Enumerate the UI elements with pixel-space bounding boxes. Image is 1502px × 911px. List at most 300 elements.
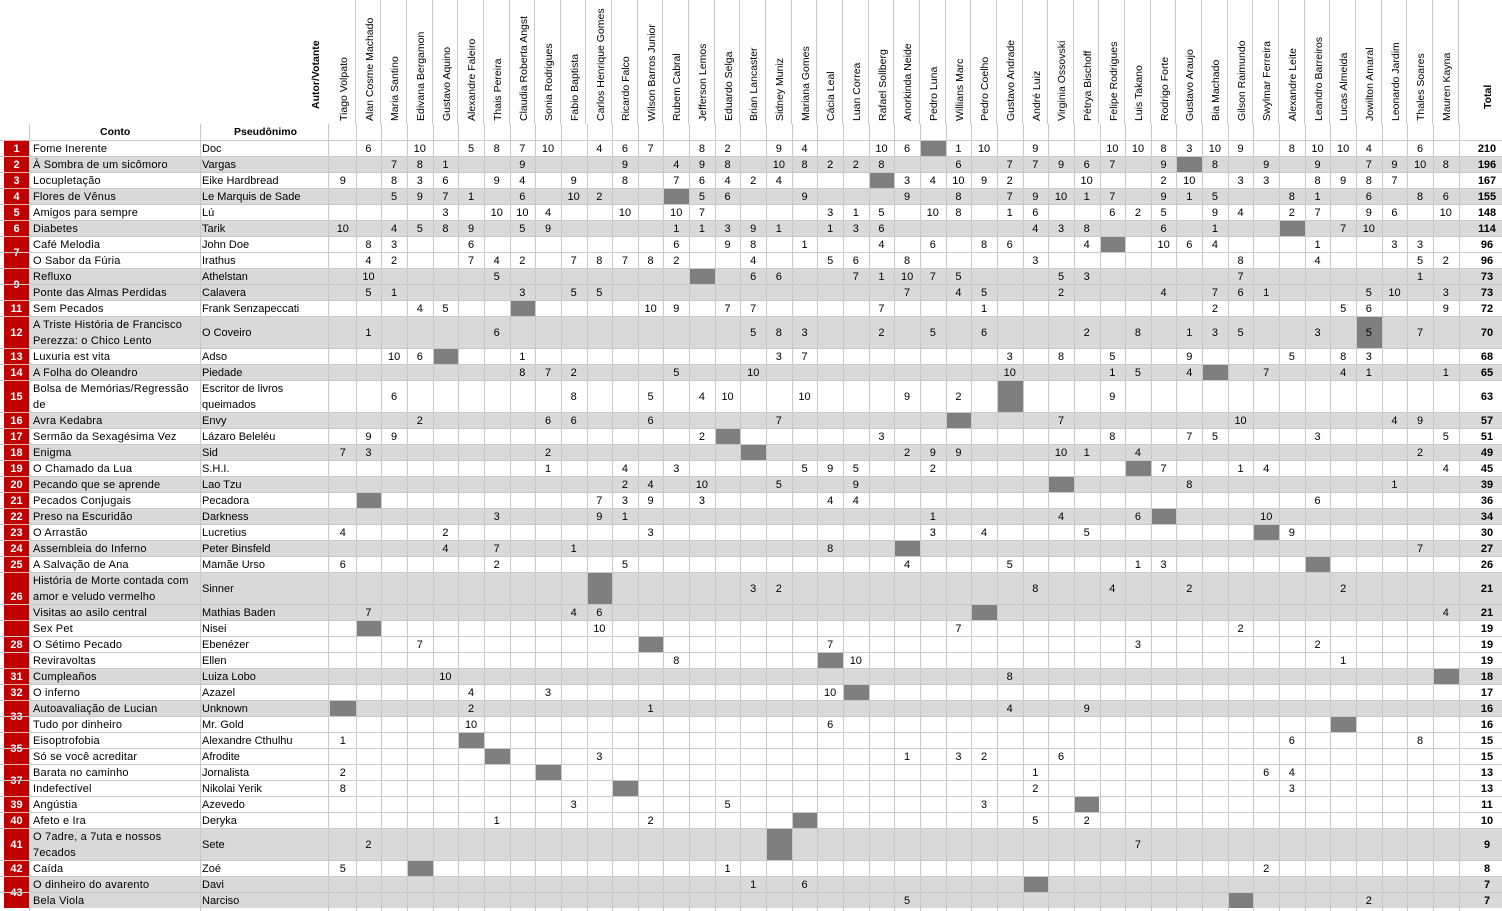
vote-cell — [561, 477, 587, 492]
vote-cell — [535, 525, 561, 540]
vote-cell — [740, 141, 766, 156]
vote-cell — [1228, 493, 1254, 508]
vote-cell — [433, 749, 459, 764]
vote-cell — [484, 189, 510, 204]
vote-cell — [689, 445, 715, 460]
vote-cell — [1125, 669, 1151, 684]
vote-cell — [1100, 445, 1126, 460]
vote-cell — [356, 173, 382, 188]
vote-cell — [817, 765, 843, 780]
vote-cell — [356, 365, 382, 380]
vote-cell — [1382, 253, 1408, 268]
vote-cell: 6 — [596, 606, 603, 619]
conto-cell: Só se você acreditar — [33, 750, 138, 763]
vote-cell — [1253, 605, 1279, 620]
vote-cell — [330, 461, 356, 476]
vote-cell — [689, 797, 715, 812]
vote-cell — [1023, 461, 1049, 476]
vote-cell: 5 — [596, 286, 603, 299]
vote-cell — [484, 877, 510, 892]
vote-cell: 7 — [621, 254, 629, 267]
vote-cell — [971, 861, 997, 876]
vote-cell — [997, 637, 1023, 652]
vote-cell — [894, 797, 920, 812]
vote-cell — [1305, 893, 1331, 908]
vote-cell — [381, 749, 407, 764]
vote-cell — [561, 461, 587, 476]
vote-cell — [740, 781, 766, 796]
vote-cell — [612, 621, 638, 636]
vote-cell — [484, 733, 510, 748]
vote-cell — [458, 605, 484, 620]
vote-cell — [612, 653, 638, 668]
vote-cell — [920, 861, 946, 876]
table-row — [0, 412, 1502, 428]
total-cell: 19 — [1480, 622, 1494, 635]
vote-cell — [817, 301, 843, 316]
vote-cell — [356, 893, 382, 908]
vote-cell: 10 — [541, 142, 555, 155]
vote-cell — [612, 445, 638, 460]
vote-cell — [484, 637, 510, 652]
vote-cell — [612, 269, 638, 284]
vote-cell — [1023, 285, 1049, 300]
vote-cell — [1253, 893, 1279, 908]
vote-cell: 10 — [516, 206, 529, 219]
vote-cell — [817, 173, 843, 188]
vote-cell — [1048, 525, 1074, 540]
vote-cell — [330, 477, 356, 492]
vote-cell — [510, 381, 536, 412]
self-vote-cell — [356, 621, 382, 636]
vote-cell — [715, 317, 741, 348]
vote-cell: 9 — [1211, 206, 1218, 219]
vote-cell — [1176, 541, 1202, 556]
vote-cell: 6 — [1365, 302, 1372, 315]
vote-cell — [817, 429, 843, 444]
vote-cell — [433, 141, 459, 156]
vote-cell — [1356, 477, 1382, 492]
pseudonimo-cell: Alexandre Cthulhu — [202, 734, 293, 747]
vote-cell: 2 — [1006, 174, 1013, 187]
vote-cell — [766, 205, 792, 220]
vote-cell — [1253, 253, 1279, 268]
vote-cell: 8 — [1365, 174, 1372, 187]
vote-cell — [689, 669, 715, 684]
vote-cell — [458, 781, 484, 796]
vote-cell — [1253, 717, 1279, 732]
voter-header: Gustavo Aquino — [433, 0, 459, 124]
vote-cell: 5 — [904, 894, 911, 907]
vote-cell — [484, 605, 510, 620]
vote-cell — [1305, 733, 1331, 748]
vote-cell — [1305, 861, 1331, 876]
total-cell: 196 — [1477, 158, 1497, 171]
vote-cell — [1100, 749, 1126, 764]
vote-cell — [1356, 749, 1382, 764]
grid-line — [1048, 124, 1049, 911]
vote-cell — [458, 157, 484, 172]
vote-cell — [638, 173, 664, 188]
vote-cell — [1023, 605, 1049, 620]
vote-cell — [869, 445, 895, 460]
vote-cell: 5 — [801, 462, 808, 475]
total-cell: 11 — [1481, 798, 1493, 811]
vote-cell: 9 — [750, 222, 757, 235]
vote-cell — [1202, 557, 1228, 572]
vote-cell — [1151, 653, 1177, 668]
vote-cell — [356, 461, 382, 476]
vote-cell: 4 — [621, 462, 629, 475]
total-cell: 21 — [1480, 582, 1494, 595]
vote-cell: 1 — [929, 510, 936, 523]
vote-cell — [1100, 717, 1126, 732]
vote-cell: 1 — [468, 190, 475, 203]
vote-cell — [1407, 861, 1433, 876]
vote-cell — [689, 413, 715, 428]
vote-cell: 9 — [1032, 190, 1039, 203]
vote-cell — [1023, 861, 1049, 876]
vote-cell — [946, 253, 972, 268]
vote-cell — [1151, 813, 1177, 828]
self-vote-cell — [997, 381, 1023, 412]
vote-cell — [1074, 413, 1100, 428]
vote-cell — [843, 621, 869, 636]
self-vote-cell — [1253, 525, 1279, 540]
vote-cell — [1100, 685, 1126, 700]
vote-cell — [869, 733, 895, 748]
vote-cell — [1330, 253, 1356, 268]
vote-cell — [561, 493, 587, 508]
vote-cell — [817, 285, 843, 300]
vote-cell — [1151, 381, 1177, 412]
vote-cell — [1228, 477, 1254, 492]
vote-cell — [535, 653, 561, 668]
vote-cell — [971, 637, 997, 652]
conto-cell: Enigma — [33, 446, 72, 459]
vote-cell — [458, 749, 484, 764]
vote-cell — [1048, 733, 1074, 748]
vote-cell: 10 — [1054, 190, 1068, 203]
vote-cell — [740, 557, 766, 572]
vote-cell — [1433, 269, 1459, 284]
vote-cell — [1125, 765, 1151, 780]
vote-cell — [407, 237, 433, 252]
vote-cell — [433, 461, 459, 476]
vote-cell — [1202, 541, 1228, 556]
vote-cell — [484, 429, 510, 444]
vote-cell — [1433, 445, 1459, 460]
vote-cell — [740, 733, 766, 748]
vote-cell — [1202, 269, 1228, 284]
vote-cell — [817, 445, 843, 460]
vote-cell — [1176, 285, 1202, 300]
vote-cell — [1433, 493, 1459, 508]
grid-line — [433, 124, 434, 911]
vote-cell: 3 — [1237, 174, 1244, 187]
vote-cell — [817, 621, 843, 636]
vote-cell — [433, 365, 459, 380]
vote-cell — [381, 797, 407, 812]
vote-cell — [407, 253, 433, 268]
vote-cell — [1253, 813, 1279, 828]
vote-cell — [458, 365, 484, 380]
vote-cell — [715, 269, 741, 284]
vote-cell: 6 — [621, 142, 629, 155]
vote-cell — [484, 285, 510, 300]
vote-cell — [817, 797, 843, 812]
vote-cell — [843, 525, 869, 540]
self-vote-cell — [612, 781, 638, 796]
vote-cell — [971, 877, 997, 892]
vote-cell — [894, 237, 920, 252]
vote-cell — [1048, 173, 1074, 188]
vote-cell — [510, 237, 536, 252]
vote-cell: 10 — [1388, 286, 1401, 299]
vote-cell — [817, 269, 843, 284]
vote-cell — [1228, 749, 1254, 764]
vote-cell — [1100, 893, 1126, 908]
vote-cell — [792, 893, 818, 908]
vote-cell — [1279, 461, 1305, 476]
vote-cell: 10 — [644, 302, 657, 315]
vote-cell — [1100, 493, 1126, 508]
vote-cell — [458, 493, 484, 508]
vote-cell — [587, 829, 613, 860]
table-row — [0, 156, 1502, 172]
vote-cell — [971, 189, 997, 204]
vote-cell: 5 — [775, 478, 782, 491]
vote-cell — [663, 861, 689, 876]
vote-cell — [1023, 237, 1049, 252]
total-cell: 49 — [1480, 446, 1494, 459]
self-vote-cell — [715, 429, 741, 444]
vote-cell: 3 — [955, 750, 962, 763]
pseudonimo-cell: Deryka — [202, 814, 237, 827]
vote-cell — [356, 685, 382, 700]
vote-cell: 2 — [416, 414, 423, 427]
vote-cell — [792, 861, 818, 876]
grid-line — [1356, 124, 1357, 911]
vote-cell — [330, 237, 356, 252]
conto-cell: História de Morte contada com amor e veludo vermelho — [33, 574, 189, 603]
vote-cell — [1330, 381, 1356, 412]
vote-cell — [869, 285, 895, 300]
vote-cell — [689, 509, 715, 524]
vote-cell — [689, 525, 715, 540]
vote-cell — [1023, 173, 1049, 188]
vote-cell — [1356, 797, 1382, 812]
vote-cell — [1074, 381, 1100, 412]
vote-cell — [869, 829, 895, 860]
vote-cell: 4 — [391, 222, 398, 235]
vote-cell: 9 — [493, 174, 500, 187]
vote-cell — [1125, 685, 1151, 700]
vote-cell — [1151, 365, 1177, 380]
vote-cell — [638, 445, 664, 460]
vote-cell: 2 — [981, 750, 988, 763]
vote-cell — [663, 493, 689, 508]
vote-cell — [740, 637, 766, 652]
vote-cell — [381, 445, 407, 460]
vote-cell — [561, 861, 587, 876]
vote-cell: 8 — [673, 654, 680, 667]
vote-cell — [1330, 701, 1356, 716]
vote-cell — [1279, 861, 1305, 876]
table-row — [0, 860, 1502, 876]
vote-cell — [1382, 797, 1408, 812]
vote-cell — [689, 893, 715, 908]
vote-cell — [535, 861, 561, 876]
table-row — [0, 540, 1502, 556]
vote-cell — [1074, 781, 1100, 796]
rank-badge: 43 — [4, 876, 29, 908]
vote-cell — [1433, 221, 1459, 236]
vote-cell — [433, 317, 459, 348]
voter-header: Mauren Kayna — [1433, 0, 1459, 124]
vote-cell — [715, 541, 741, 556]
vote-cell — [1125, 253, 1151, 268]
table-row — [0, 284, 1502, 300]
vote-cell — [1100, 653, 1126, 668]
vote-cell — [997, 445, 1023, 460]
vote-cell — [1433, 173, 1459, 188]
vote-cell — [587, 461, 613, 476]
voter-header: Willians Marc — [946, 0, 972, 124]
vote-cell: 10 — [849, 654, 862, 667]
vote-cell — [663, 877, 689, 892]
vote-cell — [458, 285, 484, 300]
vote-cell: 8 — [391, 174, 398, 187]
vote-cell — [843, 349, 869, 364]
vote-cell — [766, 701, 792, 716]
vote-cell: 7 — [929, 270, 936, 283]
vote-cell — [1074, 637, 1100, 652]
vote-cell: 2 — [442, 526, 449, 539]
grid-line — [740, 124, 741, 911]
vote-cell — [971, 653, 997, 668]
vote-cell — [587, 317, 613, 348]
vote-cell: 5 — [365, 286, 372, 299]
vote-cell — [689, 301, 715, 316]
vote-cell — [484, 781, 510, 796]
table-row — [0, 780, 1502, 796]
vote-cell — [1356, 509, 1382, 524]
vote-cell: 1 — [827, 222, 834, 235]
vote-cell — [587, 813, 613, 828]
vote-cell — [740, 685, 766, 700]
vote-cell — [561, 157, 587, 172]
vote-cell — [997, 781, 1023, 796]
vote-cell — [971, 829, 997, 860]
voter-header: Virginia Ossovski — [1048, 0, 1074, 124]
vote-cell — [715, 621, 741, 636]
vote-cell — [1382, 365, 1408, 380]
vote-cell — [1048, 813, 1074, 828]
vote-cell — [971, 717, 997, 732]
vote-cell: 7 — [1211, 286, 1218, 299]
grid-line — [715, 124, 716, 911]
vote-cell: 10 — [1054, 446, 1068, 459]
voter-header: Luis Takano — [1125, 0, 1151, 124]
vote-cell: 9 — [1442, 302, 1449, 315]
vote-cell — [638, 317, 664, 348]
vote-cell — [587, 765, 613, 780]
vote-cell: 2 — [1442, 254, 1449, 267]
vote-cell — [869, 509, 895, 524]
vote-cell — [1253, 781, 1279, 796]
vote-cell: 3 — [570, 798, 577, 811]
grid-line — [407, 124, 408, 911]
rank-badge: 19 — [4, 460, 29, 476]
vote-cell — [407, 525, 433, 540]
vote-cell — [381, 461, 407, 476]
vote-cell: 3 — [1365, 350, 1372, 363]
conto-cell: Indefectível — [33, 782, 92, 795]
vote-cell — [766, 541, 792, 556]
vote-cell — [561, 349, 587, 364]
vote-cell — [381, 765, 407, 780]
vote-cell: 1 — [442, 158, 449, 171]
vote-cell — [356, 765, 382, 780]
vote-cell — [1356, 653, 1382, 668]
vote-cell — [433, 781, 459, 796]
vote-cell — [1151, 669, 1177, 684]
vote-cell — [1356, 829, 1382, 860]
vote-cell — [484, 301, 510, 316]
vote-cell — [1100, 285, 1126, 300]
vote-cell — [484, 797, 510, 812]
rank-badge: 33 — [4, 700, 29, 732]
vote-cell — [920, 749, 946, 764]
voter-header: Maria Santino — [381, 0, 407, 124]
vote-cell — [638, 509, 664, 524]
vote-cell — [715, 445, 741, 460]
vote-cell — [1176, 445, 1202, 460]
vote-cell: 5 — [1365, 286, 1372, 299]
conto-cell: Refluxo — [33, 270, 72, 283]
vote-cell: 5 — [1160, 206, 1167, 219]
vote-cell — [689, 861, 715, 876]
vote-cell — [1074, 541, 1100, 556]
vote-cell — [510, 557, 536, 572]
vote-cell — [587, 877, 613, 892]
vote-cell — [689, 877, 715, 892]
vote-cell — [1330, 541, 1356, 556]
vote-cell: 3 — [673, 462, 680, 475]
vote-cell — [1433, 685, 1459, 700]
vote-cell — [458, 525, 484, 540]
vote-cell — [663, 445, 689, 460]
vote-cell — [740, 157, 766, 172]
vote-cell — [869, 493, 895, 508]
vote-cell: 7 — [878, 302, 885, 315]
vote-cell — [1100, 525, 1126, 540]
vote-cell — [946, 861, 972, 876]
vote-cell — [1433, 413, 1459, 428]
vote-cell — [1176, 605, 1202, 620]
vote-cell — [1023, 381, 1049, 412]
conto-cell: Flores de Vênus — [33, 190, 117, 203]
pseudonimo-cell: Narciso — [202, 894, 240, 907]
vote-cell — [997, 685, 1023, 700]
vote-cell — [971, 157, 997, 172]
vote-cell: 7 — [1134, 838, 1142, 851]
self-vote-cell — [920, 141, 946, 156]
pseudonimo-cell: Adso — [202, 350, 228, 363]
vote-cell — [1279, 237, 1305, 252]
vote-cell — [1356, 781, 1382, 796]
